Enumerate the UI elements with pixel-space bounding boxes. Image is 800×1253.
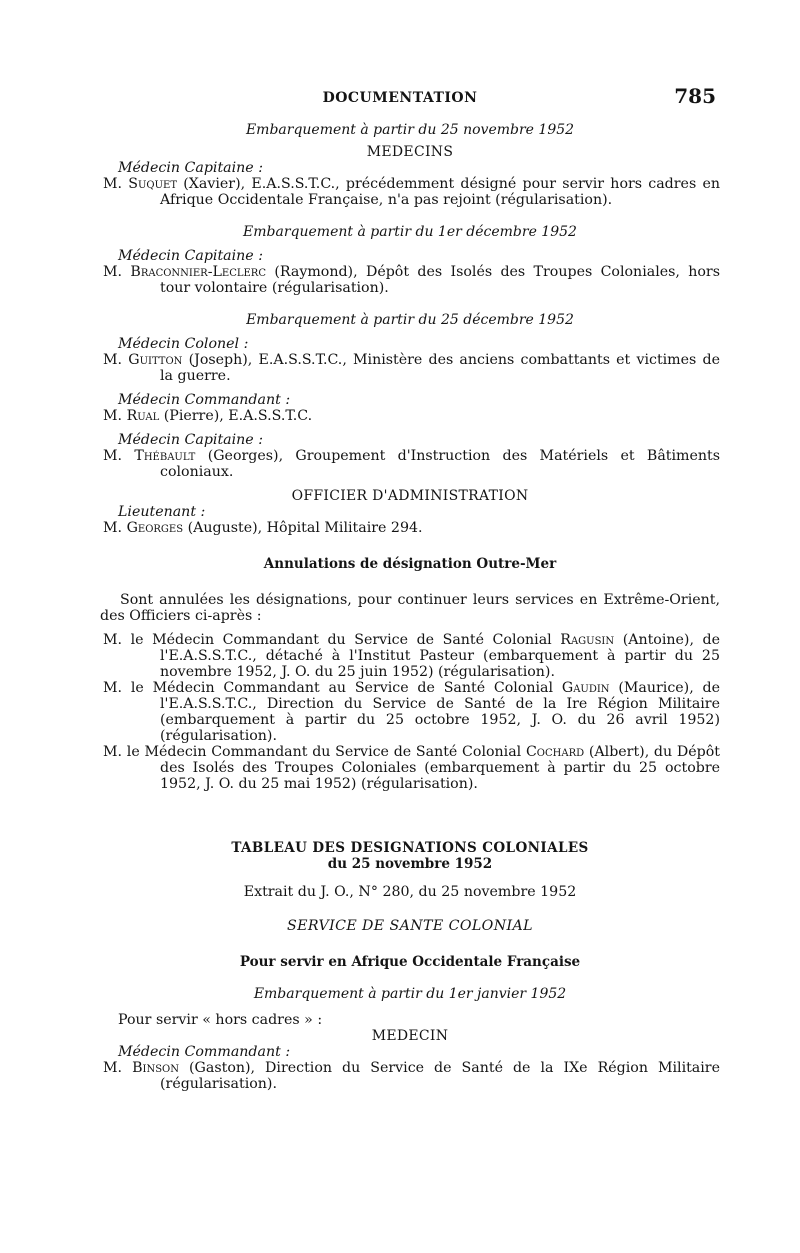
section-heading: OFFICIER D'ADMINISTRATION — [291, 488, 529, 504]
personnel-entry: M. Guitton (Joseph), E.A.S.S.T.C., Ministère des anciens combattants et victimes de la guerre. — [103, 352, 720, 384]
surname: Suquet — [128, 176, 178, 192]
annulation-entry: M. le Médecin Commandant du Service de Santé Colonial Ragusin (Antoine), de l'E.A.S.S.T.C., détaché à l'Institut Pasteur (embarquement à partir du 25 novembre 1952, J. O. du 25 juin 1952) (régularisation). — [103, 632, 720, 680]
embarkation-heading: Embarquement à partir du 1er janvier 1952 — [253, 986, 567, 1002]
personnel-entry: M. Binson (Gaston), Direction du Service de Santé de la IXe Région Militaire (régularisation). — [103, 1060, 720, 1092]
personnel-entry: M. Suquet (Xavier), E.A.S.S.T.C., précédemment désigné pour servir hors cadres en Afrique Occidentale Française, n'a pas rejoint (régularisation). — [103, 176, 720, 208]
tableau-date: du 25 novembre 1952 — [327, 856, 493, 872]
rank-label: Médecin Capitaine : — [118, 248, 263, 264]
rank-label: Médecin Commandant : — [118, 392, 291, 408]
rank-label: Lieutenant : — [118, 504, 206, 520]
personnel-entry: M. Rual (Pierre), E.A.S.S.T.C. — [103, 408, 313, 424]
rank-label: Médecin Colonel : — [118, 336, 249, 352]
embarkation-heading: Embarquement à partir du 1er décembre 1952 — [243, 224, 577, 240]
page-number: 785 — [674, 84, 716, 108]
personnel-entry: M. Georges (Auguste), Hôpital Militaire 294. — [103, 520, 423, 536]
surname: Braconnier-Leclerc — [130, 264, 266, 280]
annulations-intro: Sont annulées les désignations, pour continuer leurs services en Extrême-Orient, des Officiers ci-après : — [100, 592, 720, 624]
surname: Gaudin — [561, 680, 610, 696]
annulations-heading: Annulations de désignation Outre-Mer — [263, 556, 557, 572]
rank-label: Médecin Capitaine : — [118, 160, 263, 176]
journal-extract: Extrait du J. O., N° 280, du 25 novembre 1952 — [243, 884, 577, 900]
section-heading: MEDECINS — [366, 144, 454, 160]
embarkation-heading: Embarquement à partir du 25 novembre 1952 — [245, 122, 575, 138]
surname: Cochard — [525, 744, 585, 760]
service-heading: SERVICE DE SANTE COLONIAL — [287, 918, 533, 934]
annulation-entry: M. le Médecin Commandant du Service de Santé Colonial Cochard (Albert), du Dépôt des Isolés des Troupes Coloniales (embarquement à partir du 25 octobre 1952, J. O. du 25 mai 1952) (régularisation). — [103, 744, 720, 792]
personnel-entry: M. Thébault (Georges), Groupement d'Instruction des Matériels et Bâtiments coloniaux. — [103, 448, 721, 480]
surname: Ragusin — [560, 632, 615, 648]
embarkation-heading: Embarquement à partir du 25 décembre 1952 — [246, 312, 574, 328]
page-body — [100, 122, 720, 1092]
section-heading: MEDECIN — [371, 1028, 449, 1044]
personnel-entry: M. Braconnier-Leclerc (Raymond), Dépôt des Isolés des Troupes Coloniales, hors tour volontaire (régularisation). — [103, 264, 720, 296]
surname: Georges — [126, 520, 184, 536]
destination-heading: Pour servir en Afrique Occidentale Française — [239, 954, 581, 970]
category-label: Pour servir « hors cadres » : — [118, 1012, 323, 1028]
surname: Guitton — [128, 352, 183, 368]
surname: Binson — [132, 1060, 179, 1076]
surname: Rual — [126, 408, 160, 424]
running-header: DOCUMENTATION — [322, 90, 478, 106]
tableau-heading: TABLEAU DES DESIGNATIONS COLONIALES — [231, 840, 589, 856]
rank-label: Médecin Commandant : — [118, 1044, 291, 1060]
rank-label: Médecin Capitaine : — [118, 432, 263, 448]
surname: Thébault — [134, 448, 196, 464]
annulation-entry: M. le Médecin Commandant au Service de Santé Colonial Gaudin (Maurice), de l'E.A.S.S.T.C., Direction du Service de Santé de la Ire Région Militaire (embarquement à partir du 25 octobre 1952, J. O. du 26 avril 1952) (régularisation). — [103, 680, 720, 744]
